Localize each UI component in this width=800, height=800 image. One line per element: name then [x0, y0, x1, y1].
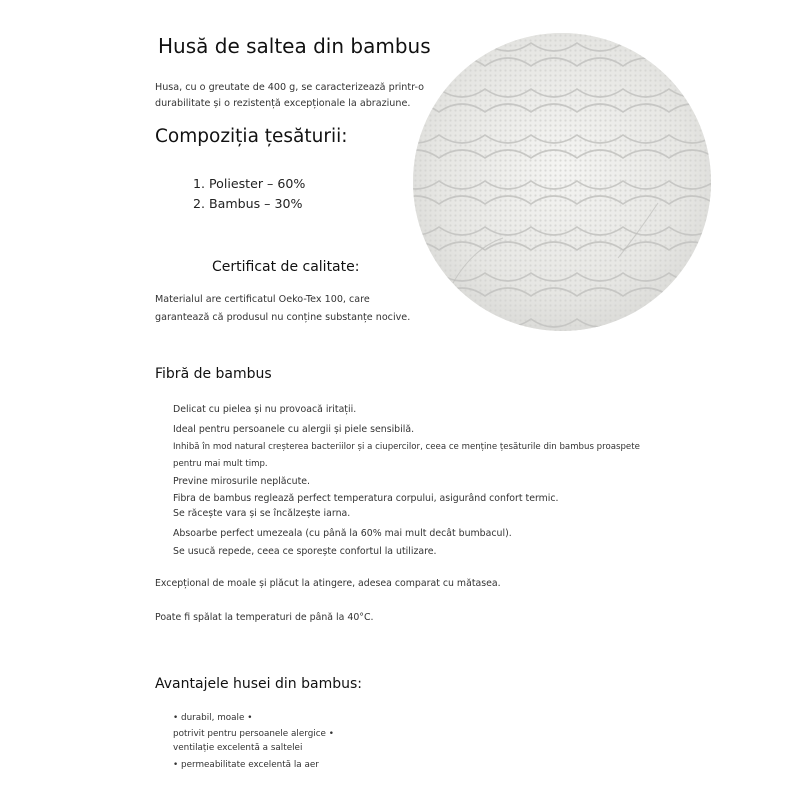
composition-item: 1. Poliester – 60%	[193, 176, 306, 191]
advantage-item: potrivit pentru persoanele alergice •	[173, 729, 334, 739]
fiber-item: Ideal pentru persoanele cu alergii și piele sensibilă.	[173, 424, 415, 435]
fiber-heading: Fibră de bambus	[155, 366, 272, 382]
advantage-item: • durabil, moale •	[173, 713, 253, 723]
page-title: Husă de saltea din bambus	[158, 34, 431, 58]
advantage-item: • permeabilitate excelentă la aer	[173, 760, 319, 770]
note-softness: Excepțional de moale și plăcut la atingere, adesea comparat cu mătasea.	[155, 578, 501, 589]
fiber-item: Delicat cu pielea și nu provoacă iritații.	[173, 404, 357, 415]
fiber-item: pentru mai mult timp.	[173, 459, 268, 469]
advantages-heading: Avantajele husei din bambus:	[155, 676, 362, 692]
composition-heading: Compoziția țesăturii:	[155, 126, 348, 147]
note-washing: Poate fi spălat la temperaturi de până la 40°C.	[155, 612, 374, 623]
fiber-item: Absoarbe perfect umezeala (cu până la 60% mai mult decât bumbacul).	[173, 528, 512, 539]
intro-line-2: durabilitate și o rezistență excepționale la abraziune.	[155, 98, 411, 109]
certificate-heading: Certificat de calitate:	[212, 259, 360, 275]
fiber-item: Previne mirosurile neplăcute.	[173, 476, 311, 487]
fiber-item: Inhibă în mod natural creșterea bacteriilor și a ciupercilor, ceea ce menține țesăturile din bambus proaspete	[173, 442, 640, 452]
composition-item: 2. Bambus – 30%	[193, 196, 303, 211]
certificate-line-1: Materialul are certificatul Oeko-Tex 100, care	[155, 294, 370, 305]
fiber-item: Fibra de bambus reglează perfect temperatura corpului, asigurând confort termic.	[173, 493, 559, 504]
intro-line-1: Husa, cu o greutate de 400 g, se caracterizează printr-o	[155, 82, 424, 93]
fiber-item: Se răcește vara și se încălzește iarna.	[173, 508, 351, 519]
fabric-pattern-svg	[413, 33, 711, 331]
advantage-item: ventilație excelentă a saltelei	[173, 743, 303, 753]
certificate-line-2: garantează că produsul nu conține substanțe nocive.	[155, 312, 411, 323]
fiber-item: Se usucă repede, ceea ce sporește confortul la utilizare.	[173, 546, 437, 557]
quilted-fabric-image	[413, 33, 711, 331]
